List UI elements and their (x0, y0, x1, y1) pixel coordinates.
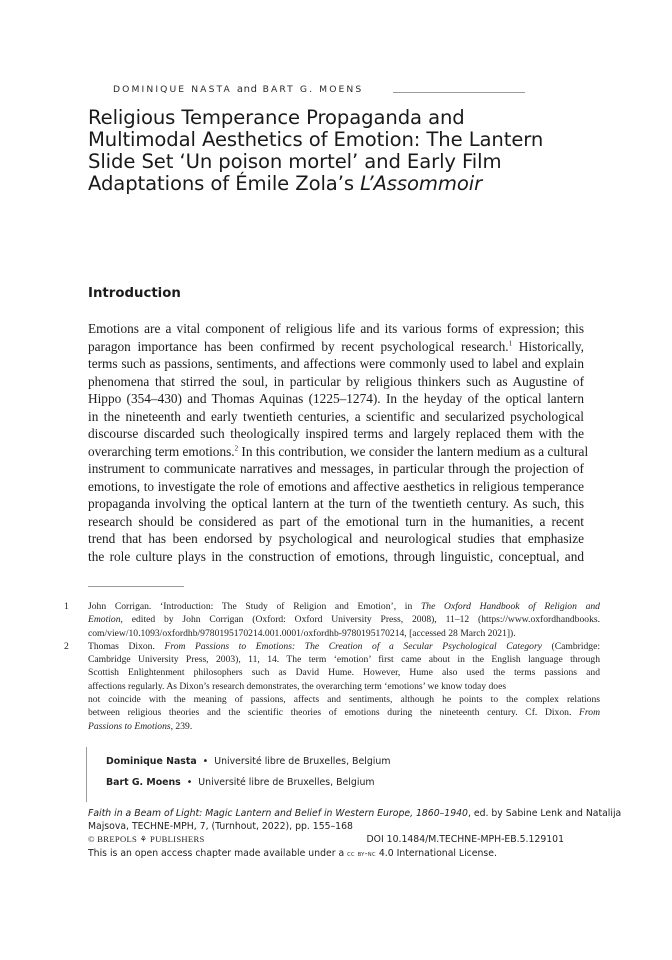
title-text: Adaptations of Émile Zola’s (88, 172, 361, 195)
book-citation-cont: Majsova, TECHNE-MPH, 7, (Turnhout, 2022), pp. 155–168 (88, 821, 353, 833)
body-line: research should be considered as part of the emotional turn in the humanities, a recent (88, 513, 584, 529)
license-statement: This is an open access chapter made available under a cc by-nc 4.0 International License. (88, 847, 497, 859)
header-and: and (236, 84, 258, 95)
footnote-2 (64, 640, 600, 733)
body-line (88, 338, 584, 356)
footnotes (64, 600, 600, 733)
title-line: Religious Temperance Propaganda and (88, 106, 465, 129)
footnote-line[interactable]: com/view/10.1093/oxfordhb/9780195170214.001.0001/oxfordhb-9780195170214, [accessed 28 March 2021]). (88, 627, 516, 639)
body-paragraph (88, 320, 589, 565)
body-line: instrument to communicate narratives and messages, in particular through the projection of (88, 461, 584, 476)
body-line: phenomena that stirred the soul, in particular by religious thinkers such as Augustine of (88, 373, 584, 389)
author-affiliations (86, 747, 390, 802)
author-institution: Université libre de Bruxelles, Belgium (214, 756, 391, 767)
bullet-separator: • (202, 756, 209, 767)
body-text: overarching term emotions. (88, 443, 235, 459)
footnote-line: Passions to Emotions, 239. (88, 720, 193, 732)
doi[interactable]: DOI 10.1484/M.TECHNE-MPH-EB.5.129101 (366, 834, 564, 846)
footnote-line: John Corrigan. ‘Introduction: The Study of Religion and Emotion’, in The Oxford Handbook of Religion and (88, 601, 600, 612)
title-italic-work: L’Assommoir (360, 172, 483, 195)
body-text: Historically, (512, 338, 585, 354)
running-header-authors (113, 84, 363, 95)
footnote-line: Scottish Enlightenment philosophers such as David Hume. However, Hume also used the terms passions and (88, 667, 600, 679)
title-line: Multimodal Aesthetics of Emotion: The Lantern (88, 128, 544, 151)
body-line: discourse discarded such theologically inspired terms and largely replaced them with the (88, 426, 584, 441)
author-name: Bart G. Moens (106, 777, 181, 788)
body-line: emotions, to investigate the role of emotions and affective aesthetics in religious temperance (88, 478, 584, 494)
footnote-ref-2[interactable]: 2 (234, 444, 239, 453)
affiliation-row (106, 754, 390, 775)
book-title: Faith in a Beam of Light: Magic Lantern and Belief in Western Europe, 1860–1940 (88, 808, 468, 819)
header-author-2: BART G. MOENS (262, 84, 364, 95)
body-line: in the nineteenth and early twentieth centuries, a scientific and secularized psychological (88, 408, 584, 424)
license-name[interactable]: cc by-nc (347, 848, 376, 858)
body-line: Emotions are a vital component of religious life and its various forms of expression; this (88, 321, 584, 336)
header-rule (393, 92, 525, 93)
body-line (88, 443, 589, 461)
footnote-line: between religious theories and the scientific theories of emotions during the nineteenth century. Cf. Dixon. From (88, 707, 600, 719)
body-line: propaganda involving the optical lantern at the turn of the twentieth century. As such, this (88, 496, 584, 511)
body-text: In this contribution, we consider the lantern medium as a cultural (238, 443, 589, 459)
footnote-line: Cambridge University Press, 2003), 11, 14. The term ‘emotion’ first came about in the English language through (88, 654, 600, 666)
chapter-title (88, 107, 558, 195)
bullet-separator: • (186, 777, 193, 788)
book-editors: , ed. by Sabine Lenk and Natalija (467, 808, 622, 819)
header-author-1: DOMINIQUE NASTA (113, 84, 232, 95)
title-line: Slide Set ‘Un poison mortel’ and Early Film (88, 150, 502, 173)
body-line: trend that has been endorsed by psychological and neurological studies that emphasize (88, 531, 584, 546)
affiliation-row (106, 775, 390, 796)
section-heading: Introduction (88, 286, 181, 301)
book-citation (88, 807, 622, 820)
footnote-separator (88, 586, 184, 587)
publication-info (88, 807, 622, 860)
footnote-1 (64, 600, 600, 640)
footnote-line: affections regularly. As Dixon’s research demonstrates, the overarching term ‘emotions’ we know today does (88, 680, 507, 692)
copyright-row (88, 833, 564, 846)
body-line: the role culture plays in the construction of emotions, through linguistic, conceptual, and (88, 548, 584, 564)
footnote-number: 2 (64, 640, 69, 652)
footnote-ref-1[interactable]: 1 (508, 339, 513, 348)
body-text: paragon importance has been confirmed by recent psychological research. (88, 338, 509, 354)
author-institution: Université libre de Bruxelles, Belgium (198, 777, 375, 788)
author-name: Dominique Nasta (106, 756, 197, 767)
title-line (88, 173, 558, 195)
publisher-copyright: © BREPOLS ⚘ PUBLISHERS (88, 834, 205, 845)
footnote-link[interactable]: , edited by John Corrigan (Oxford: Oxford University Press, 2008), 11–12 (https://www.oxfordhandbooks. (120, 614, 600, 626)
footnote-number: 1 (64, 601, 69, 612)
footnote-line: Emotion, edited by John Corrigan (Oxford: Oxford University Press, 2008), 11–12 (https://www.oxfordhandbooks. (88, 614, 600, 626)
footnote-line: Thomas Dixon. From Passions to Emotions: The Creation of a Secular Psychological Category (Cambridge: (88, 640, 601, 652)
footnote-line: not coincide with the meaning of passions, affects and sentiments, although he points to the complex relations (88, 694, 600, 706)
body-line: Hippo (354–430) and Thomas Aquinas (1225–1274). In the heyday of the optical lantern (88, 391, 584, 406)
body-line: terms such as passions, sentiments, and affections were commonly used to label and explain (88, 356, 584, 371)
